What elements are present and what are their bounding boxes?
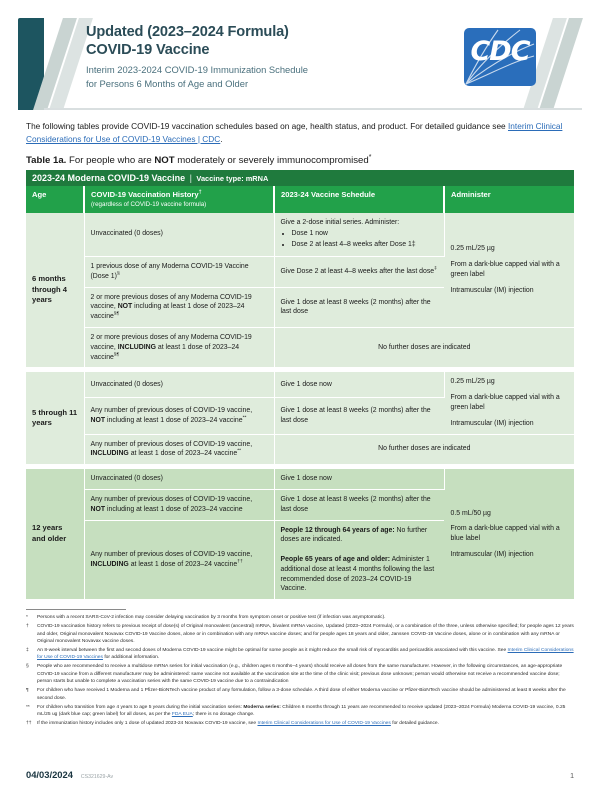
administer-route: Intramuscular (IM) injection: [450, 286, 534, 294]
column-header-label: COVID-19 Vaccination History: [91, 189, 199, 199]
vaccine-schedule-cell: [274, 213, 444, 257]
vaccine-schedule-cell: Give 1 dose at least 8 weeks (2 months) after the last dose: [274, 489, 444, 520]
footnote-text: If the immunization history includes only 1 dose of updated 2023-24 Novavax COVID-19 vaccine, see Interim Clinical Considerations for Use of COVID-19 Vaccines for detailed guidance.: [37, 721, 439, 727]
administer-vial: From a dark-blue capped vial with a blue label: [450, 525, 560, 543]
footnote-link[interactable]: Interim Clinical Considerations for Use of COVID-19 Vaccines: [257, 721, 391, 727]
vaccine-schedule-cell: Give 1 dose now: [274, 469, 444, 489]
table-row: [26, 434, 574, 465]
vaccination-history-cell: Unvaccinated (0 doses): [84, 372, 274, 397]
column-header-label: Age: [32, 189, 47, 199]
age-group-cell: 5 through 11 years: [26, 372, 84, 464]
administer-dose: 0.25 mL/25 µg: [450, 245, 495, 253]
vaccination-history-cell: Any number of previous doses of COVID-19 vaccine, INCLUDING at least 1 dose of 2023–24 vaccine††: [84, 520, 274, 600]
footnote-text: COVID-19 vaccination history refers to previous receipt of dose(s) of Original monovalent (ancestral) mRNA, bivalent mRNA vaccine, Updated (2023–2024 Formula), or a combination of the three, unless otherwise specified; for people ages 12 years and older, Original monovalent Novavax COVID-19 Vaccine doses, alone or in combination with any mRNA vaccine doses; and for people ages 18 years and older, Janssen COVID-19 Vaccine doses, alone or in combination with any mRNA or Original monovalent Novavax vaccine doses.: [37, 624, 574, 645]
document-header: [18, 18, 582, 110]
column-header-4: [444, 186, 574, 213]
page-subtitle-line-1: Interim 2023-2024 COVID-19 Immunization Schedule: [86, 63, 308, 75]
column-header-subtext: (regardless of COVID-19 vaccine formula): [91, 200, 207, 208]
vaccine-schedule-cell: Give Dose 2 at least 4–8 weeks after the last dose‡: [274, 257, 444, 288]
footnote-text: For children who have received 1 Moderna and 1 Pfizer-BioNTech vaccine product of any formulation, follow a 3-dose schedule. A third dose of either Moderna vaccine or Pfizer-BioNTech vaccine should be administered at least 8 weeks after the second dose.: [37, 688, 566, 701]
vaccine-schedule-cell: People 12 through 64 years of age: No further doses are indicated. People 65 years of age and older: Administer 1 additional dose at least 4 months following the last recommended dose of 2023–24 COVID-19 Vaccine.: [274, 520, 444, 600]
vaccination-history-cell: Any number of previous doses of COVID-19 vaccine, INCLUDING at least 1 dose of 2023–24 vaccine**: [84, 434, 274, 465]
cdc-logo-text: CDC: [470, 36, 530, 67]
column-header-marker: †: [198, 189, 202, 196]
band-separator: |: [187, 172, 195, 183]
vaccination-history-cell: Any number of previous doses of COVID-19 vaccine, NOT including at least 1 dose of 2023–24 vaccine**: [84, 397, 274, 434]
footnote-marker: **: [26, 704, 30, 710]
footnote-7: [26, 720, 574, 727]
vaccination-history-cell: 1 previous dose of any Moderna COVID-19 Vaccine (Dose 1)§: [84, 257, 274, 288]
footnote-2: [26, 623, 574, 645]
vaccine-schedule-cell: Give 1 dose at least 8 weeks (2 months) after the last dose: [274, 397, 444, 434]
administer-vial: From a dark-blue capped vial with a green label: [450, 261, 560, 278]
administer-cell: [444, 469, 574, 599]
page-title: [86, 24, 308, 60]
footnote-3: [26, 647, 574, 662]
table-caption: [26, 155, 574, 166]
footnote-text: Persons with a recent SARS-CoV-2 infection may consider delaying vaccination by 3 months from symptom onset or positive test (if infection was asymptomatic).: [37, 615, 386, 621]
vaccine-schedule-cell: No further doses are indicated: [274, 434, 574, 465]
footnote-marker: ¶: [26, 688, 29, 694]
vaccination-history-cell: 2 or more previous doses of any Moderna COVID-19 vaccine, NOT including at least 1 dose of 2023–24 vaccine§¶: [84, 287, 274, 327]
page-footer: [26, 769, 574, 780]
administer-cell: [444, 213, 574, 328]
footnote-marker: §: [26, 664, 29, 670]
footnote-marker: ‡: [26, 647, 29, 653]
administer-route: Intramuscular (IM) injection: [450, 550, 534, 558]
administer-dose: 0.5 mL/50 µg: [450, 509, 491, 517]
administer-dose: 0.25 mL/25 µg: [450, 378, 495, 386]
footer-page-number: 1: [570, 773, 574, 780]
page-subtitle-line-2: for Persons 6 Months of Age and Older: [86, 77, 249, 89]
footnote-5: [26, 687, 574, 702]
footnote-link[interactable]: Interim Clinical Considerations for Use of COVID-19 Vaccines: [37, 647, 574, 661]
table-band-title: [26, 170, 574, 186]
page-subtitle: [86, 63, 308, 91]
header-text-block: [86, 24, 308, 91]
column-header-3: [274, 186, 444, 213]
age-group-cell: 6 months through 4 years: [26, 213, 84, 368]
footer-cs-number: CS321629-Av: [80, 774, 114, 780]
table-caption-text-before: For people who are: [66, 154, 155, 166]
footnote-1: [26, 614, 574, 621]
footnote-4: [26, 663, 574, 685]
table-row: [26, 372, 574, 397]
footnote-text: People who are recommended to receive a multidose mRNA series for initial vaccination (e.g., children ages 6 months–4 years) should receive all doses from the same manufacturer. However, in the following circumstances, an age-appropriate COVID-19 vaccine from a different manufacturer may be administered: same vaccine not available at the vaccination site at the time of the clinic visit; previous dose unknown; person would otherwise not receive a recommended vaccine dose; person starts but unable to complete a vaccination series with the same COVID-19 vaccine due to a contraindication: [37, 664, 563, 685]
schedule-dose-item: • Dose 1 now: [292, 229, 438, 239]
vaccination-history-cell: Unvaccinated (0 doses): [84, 213, 274, 257]
age-group-cell: 12 years and older: [26, 469, 84, 599]
band-vaccine-type: Vaccine type: mRNA: [196, 173, 269, 183]
footnote-marker: ††: [26, 721, 32, 727]
schedule-dose-list: [281, 229, 438, 250]
table-row: [26, 469, 574, 489]
column-header-label: Administer: [451, 189, 491, 199]
page-title-line-2: COVID-19 Vaccine: [86, 41, 210, 58]
intro-text-before: The following tables provide COVID-19 vaccination schedules based on age, health status, and product. For detailed guidance see: [26, 121, 508, 131]
column-header-label: 2023-24 Vaccine Schedule: [281, 189, 376, 199]
header-divider: [44, 108, 582, 110]
footnote-text: An 8-week interval between the first and second doses of Moderna COVID-19 vaccine might be optimal for some people as it might reduce the small risk of myocarditis and pericarditis associated with this vaccine. See Interim Clinical Considerations for Use of COVID-19 Vaccines for additional information.: [37, 647, 574, 661]
intro-text-after: .: [220, 133, 223, 144]
schedule-lead-text: Give a 2-dose initial series. Administer:: [280, 218, 400, 226]
footnote-marker: †: [26, 624, 29, 630]
interim-clinical-considerations-link[interactable]: Interim Clinical Considerations for Use of COVID-19 Vaccines | CDC: [26, 121, 563, 144]
vaccine-schedule-cell: Give 1 dose now: [274, 372, 444, 397]
column-header-1: [26, 186, 84, 213]
vaccination-history-cell: Any number of previous doses of COVID-19 vaccine, NOT including at least 1 dose of 2023–24 vaccine: [84, 489, 274, 520]
intro-paragraph: [26, 120, 574, 146]
vaccine-schedule-cell: Give 1 dose at least 8 weeks (2 months) after the last dose: [274, 287, 444, 327]
table-caption-marker: *: [368, 153, 372, 161]
vaccine-schedule-table: [26, 170, 574, 600]
vaccination-history-cell: 2 or more previous doses of any Moderna COVID-19 vaccine, INCLUDING at least 1 dose of 2023–24 vaccine§¶: [84, 328, 274, 368]
band-vaccine-name: 2023-24 Moderna COVID-19 Vaccine: [32, 172, 186, 183]
footnotes-section: [26, 609, 574, 727]
vaccine-schedule-cell: No further doses are indicated: [274, 328, 574, 368]
table-caption-label: Table 1a.: [26, 154, 67, 166]
table-row: [26, 213, 574, 257]
administer-cell: [444, 372, 574, 434]
page-title-line-1: Updated (2023–2024 Formula): [86, 24, 289, 40]
column-header-2: [84, 186, 274, 213]
administer-route: Intramuscular (IM) injection: [450, 419, 534, 427]
table-row: [26, 328, 574, 368]
footnote-link[interactable]: FDA EUA: [171, 712, 193, 718]
vaccination-history-cell: Unvaccinated (0 doses): [84, 469, 274, 489]
footer-date: 04/03/2024: [26, 769, 73, 780]
administer-vial: From a dark-blue capped vial with a green label: [450, 394, 560, 411]
footnote-text: For children who transition from age 4 years to age 5 years during the initial vaccination series: Moderna series: Children 6 months through 11 years are recommended to receive updated (2023–2024 Formula) Moderna COVID-19 vaccine, 0.25 mL/25 ug (dark blue cap; green label) for all doses, as per the FDA EUA; there is no dosage change.: [37, 704, 566, 718]
schedule-dose-item: • Dose 2 at least 4–8 weeks after Dose 1‡: [292, 240, 438, 250]
footnotes-divider: [26, 609, 126, 610]
footnote-6: [26, 704, 574, 719]
footnote-bold: Moderna series:: [243, 704, 281, 710]
table-caption-text-after: moderately or severely immunocompromised: [174, 154, 369, 166]
footnote-marker: *: [26, 615, 28, 621]
cdc-logo: [464, 28, 536, 86]
table-caption-emphasis: NOT: [154, 154, 175, 166]
